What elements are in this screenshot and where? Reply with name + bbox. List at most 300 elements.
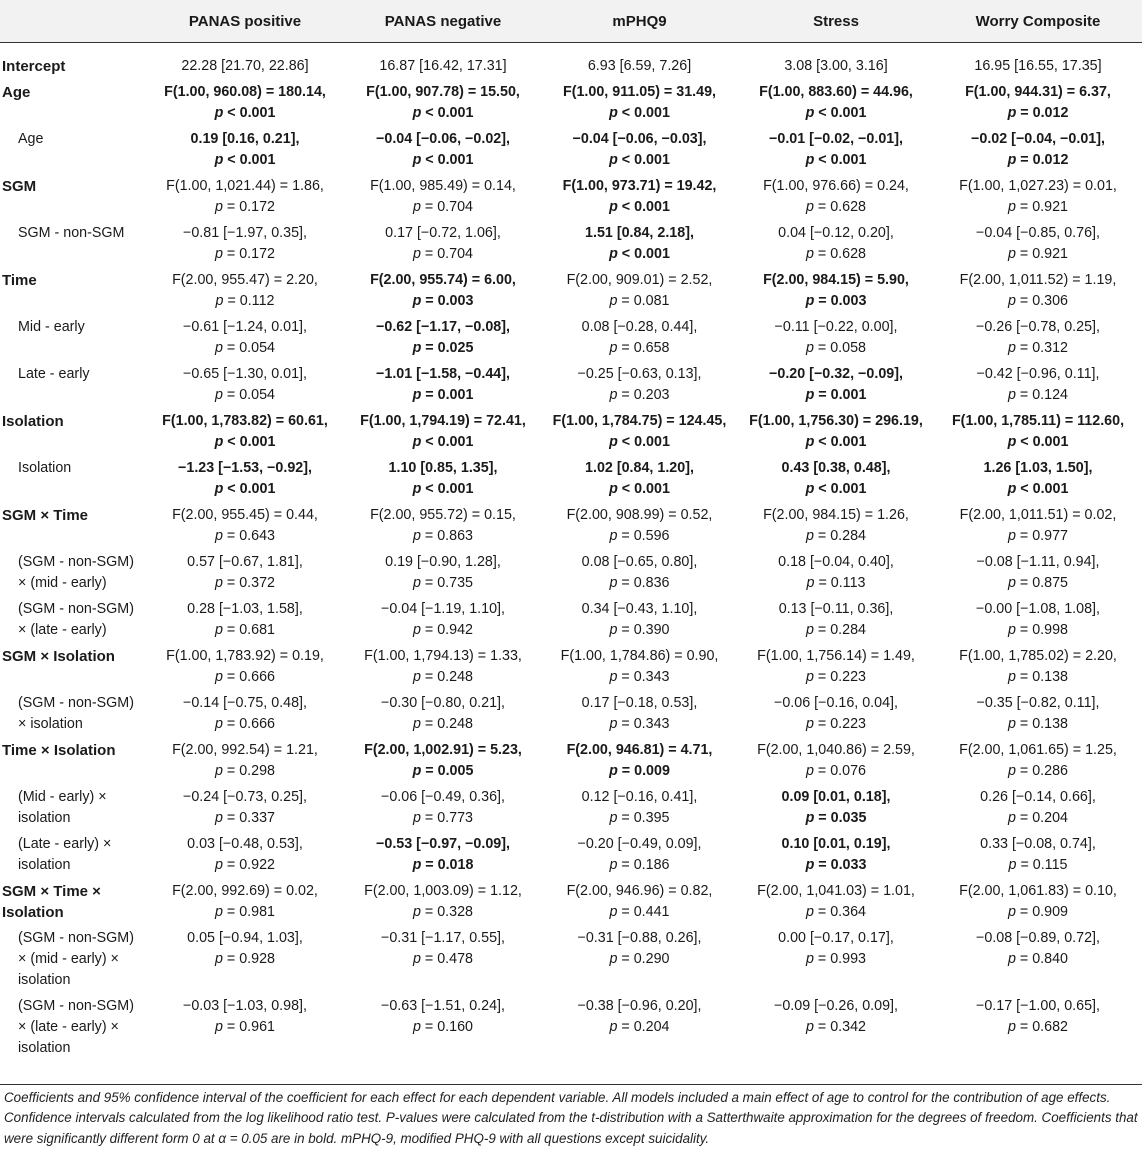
effect-label — [0, 644, 145, 691]
p-value-text: = 0.186 — [621, 857, 670, 873]
cell-value: 0.17 [−0.18, 0.53], — [581, 695, 698, 711]
table-row — [0, 879, 1142, 926]
row-label-line: SGM — [2, 178, 37, 195]
p-value — [609, 528, 669, 544]
p-symbol: p — [1007, 1019, 1016, 1035]
cell-value: −0.30 [−0.80, 0.21], — [380, 695, 505, 711]
p-symbol: p — [609, 1019, 618, 1035]
p-value-text: = 0.921 — [1019, 246, 1069, 262]
effect-label — [0, 879, 145, 926]
cell-value: −0.08 [−1.11, 0.94], — [976, 554, 1100, 570]
contrast-label — [0, 785, 145, 832]
cell-value: −0.02 [−0.04, −0.01], — [971, 131, 1105, 147]
table-cell — [934, 456, 1142, 503]
p-value — [806, 857, 867, 873]
p-symbol: p — [412, 951, 421, 967]
p-symbol: p — [805, 763, 814, 779]
p-value — [806, 387, 867, 403]
table-cell — [145, 785, 345, 832]
p-value — [1009, 857, 1068, 873]
p-value — [215, 528, 275, 544]
p-value — [609, 1019, 669, 1035]
p-value-text: < 0.001 — [425, 434, 474, 450]
p-value-text: < 0.001 — [818, 434, 867, 450]
cell-value: F(2.00, 955.72) = 0.15, — [370, 507, 516, 523]
p-value-text: = 0.113 — [818, 575, 866, 591]
row-label-line: (SGM - non-SGM) — [18, 998, 134, 1014]
table-cell — [934, 80, 1142, 127]
p-symbol: p — [214, 434, 224, 450]
row-label-line: Age — [2, 84, 31, 101]
p-value-text: < 0.001 — [227, 481, 276, 497]
table-cell — [345, 879, 541, 926]
cell-value: F(1.00, 1,783.82) = 60.61, — [162, 413, 328, 429]
p-value-text: = 0.875 — [1019, 575, 1069, 591]
table-cell — [541, 832, 738, 879]
p-value-text: = 0.172 — [226, 199, 276, 215]
p-value-text: = 0.928 — [226, 951, 276, 967]
p-symbol: p — [412, 528, 421, 544]
cell-value: −0.38 [−0.96, 0.20], — [577, 998, 702, 1014]
cell-value: 0.00 [−0.17, 0.17], — [778, 930, 894, 946]
p-value — [609, 904, 669, 920]
p-value — [215, 246, 275, 262]
p-value-text: < 0.001 — [425, 152, 474, 168]
p-symbol: p — [1007, 528, 1016, 544]
cell-value: 0.09 [0.01, 0.18], — [781, 789, 891, 805]
p-symbol: p — [412, 810, 421, 826]
p-value-text: < 0.001 — [227, 152, 276, 168]
cell-value: 0.43 [0.38, 0.48], — [781, 460, 891, 476]
cell-value: 6.93 [6.59, 7.26] — [587, 58, 692, 74]
p-value — [806, 904, 866, 920]
table-cell — [934, 994, 1142, 1062]
table-cell — [738, 738, 934, 785]
cell-value: 0.19 [0.16, 0.21], — [190, 131, 300, 147]
p-value — [1008, 105, 1069, 121]
table-cell — [145, 926, 345, 994]
p-value-text: = 0.343 — [621, 716, 670, 732]
p-value — [1008, 951, 1068, 967]
cell-value: F(1.00, 883.60) = 44.96, — [759, 84, 913, 100]
table-cell — [738, 409, 934, 456]
table-cell — [345, 315, 541, 362]
cell-value: 1.26 [1.03, 1.50], — [983, 460, 1093, 476]
p-symbol: p — [412, 246, 421, 262]
p-symbol: p — [1007, 105, 1017, 121]
p-symbol: p — [1007, 340, 1016, 356]
p-symbol: p — [609, 904, 618, 920]
table-footnote: Coefficients and 95% confidence interval of the coefficient for each effect for each dependent variable. All models included a main effect of age to control for the contribution of age effects. Confidence intervals calculated from the log likelihood ratio test. P-values were calculated from the t-distribution with a Satterthwaite approximation for the degrees of freedom. Coefficients that were significantly different form 0 at α = 0.05 are in bold. mPHQ-9, modified PHQ-9 with all questions except suicidality. — [0, 1084, 1142, 1149]
cell-value: −0.00 [−1.08, 1.08], — [975, 601, 1100, 617]
table-cell — [934, 738, 1142, 785]
effect-label — [0, 174, 145, 221]
p-symbol: p — [609, 293, 618, 309]
p-value-text: = 0.998 — [1019, 622, 1069, 638]
p-value-text: = 0.012 — [1020, 152, 1069, 168]
p-value-text: < 0.001 — [818, 152, 867, 168]
cell-value: F(1.00, 1,027.23) = 0.01, — [959, 178, 1117, 194]
table-row — [0, 597, 1142, 644]
p-value-text: = 0.203 — [621, 387, 670, 403]
cell-value: F(2.00, 1,040.86) = 2.59, — [757, 742, 915, 758]
row-label-line: SGM × Time × — [2, 883, 101, 900]
p-value-text: = 0.337 — [226, 810, 276, 826]
p-value-text: = 0.942 — [424, 622, 474, 638]
p-value — [413, 152, 474, 168]
p-symbol: p — [1007, 951, 1016, 967]
p-value — [413, 763, 474, 779]
p-value — [413, 904, 473, 920]
cell-value: F(1.00, 907.78) = 15.50, — [366, 84, 520, 100]
cell-value: −0.25 [−0.63, 0.13], — [577, 366, 702, 382]
table-cell — [145, 221, 345, 268]
table-cell — [738, 691, 934, 738]
p-symbol: p — [609, 434, 618, 450]
p-symbol: p — [214, 246, 223, 262]
p-value — [806, 951, 866, 967]
table-cell — [145, 362, 345, 409]
p-value — [413, 293, 474, 309]
table-cell — [345, 503, 541, 550]
p-symbol: p — [412, 857, 422, 873]
cell-value: 0.17 [−0.72, 1.06], — [385, 225, 501, 241]
p-value — [806, 434, 867, 450]
p-symbol: p — [1007, 246, 1016, 262]
p-symbol: p — [609, 340, 618, 356]
table-cell — [541, 644, 738, 691]
p-value — [215, 575, 275, 591]
p-symbol: p — [609, 387, 618, 403]
p-symbol: p — [1008, 857, 1017, 873]
table-cell — [738, 315, 934, 362]
table-row — [0, 550, 1142, 597]
row-label-line: (SGM - non-SGM) — [18, 695, 134, 711]
table-cell — [541, 456, 738, 503]
cell-value: F(2.00, 908.99) = 0.52, — [566, 507, 713, 523]
p-value — [609, 434, 670, 450]
cell-value: 0.57 [−0.67, 1.81], — [187, 554, 303, 570]
table-cell — [934, 550, 1142, 597]
p-value — [215, 857, 275, 873]
contrast-label — [0, 221, 145, 268]
p-symbol: p — [609, 152, 618, 168]
cell-value: 3.08 [3.00, 3.16] — [784, 58, 888, 74]
p-symbol: p — [805, 857, 815, 873]
p-value-text: = 0.682 — [1019, 1019, 1069, 1035]
p-value — [413, 1019, 473, 1035]
effect-label — [0, 503, 145, 550]
p-value — [413, 340, 474, 356]
cell-value: 0.33 [−0.08, 0.74], — [980, 836, 1096, 852]
table-cell — [738, 127, 934, 174]
p-value — [609, 763, 670, 779]
p-value-text: = 0.993 — [817, 951, 867, 967]
table-cell — [934, 221, 1142, 268]
table-cell — [738, 456, 934, 503]
p-value — [413, 669, 473, 685]
table-cell — [345, 221, 541, 268]
p-symbol: p — [214, 904, 223, 920]
p-value — [215, 434, 276, 450]
table-row — [0, 994, 1142, 1062]
p-value-text: = 0.003 — [425, 293, 474, 309]
contrast-label — [0, 315, 145, 362]
p-symbol: p — [805, 904, 814, 920]
cell-value: −0.53 [−0.97, −0.09], — [376, 836, 510, 852]
table-cell — [345, 80, 541, 127]
p-value — [1008, 810, 1068, 826]
p-symbol: p — [1007, 763, 1016, 779]
p-symbol: p — [412, 1019, 421, 1035]
cell-value: 1.51 [0.84, 2.18], — [585, 225, 694, 241]
cell-value: 16.87 [16.42, 17.31] — [379, 58, 507, 74]
row-label-line: (SGM - non-SGM) — [18, 930, 134, 946]
p-value — [413, 199, 473, 215]
column-header: Worry Composite — [934, 0, 1142, 43]
table-cell — [541, 174, 738, 221]
cell-value: F(1.00, 1,021.44) = 1.86, — [166, 178, 324, 194]
p-value-text: < 0.001 — [227, 105, 276, 121]
cell-value: −0.42 [−0.96, 0.11], — [976, 366, 1100, 382]
p-value-text: = 0.001 — [818, 387, 867, 403]
table-row — [0, 268, 1142, 315]
cell-value: F(2.00, 955.47) = 2.20, — [172, 272, 318, 288]
p-value-text: = 0.223 — [817, 669, 867, 685]
cell-value: −0.14 [−0.75, 0.48], — [182, 695, 307, 711]
table-cell — [145, 738, 345, 785]
column-header — [0, 0, 145, 43]
table-cell — [934, 362, 1142, 409]
cell-value: 0.34 [−0.43, 1.10], — [581, 601, 698, 617]
p-value — [806, 528, 866, 544]
p-symbol: p — [806, 575, 815, 591]
cell-value: F(1.00, 1,785.02) = 2.20, — [959, 648, 1117, 664]
table-cell — [145, 644, 345, 691]
table-cell — [541, 879, 738, 926]
table-cell — [145, 691, 345, 738]
cell-value: F(1.00, 1,783.92) = 0.19, — [166, 648, 324, 664]
row-label-line: × (late - early) — [18, 622, 107, 638]
cell-value: −0.61 [−1.24, 0.01], — [182, 319, 307, 335]
column-header: Stress — [738, 0, 934, 43]
p-symbol: p — [609, 622, 618, 638]
cell-value: F(1.00, 1,794.19) = 72.41, — [360, 413, 526, 429]
p-value-text: = 0.364 — [817, 904, 867, 920]
table-cell — [934, 268, 1142, 315]
cell-value: F(1.00, 944.31) = 6.37, — [965, 84, 1111, 100]
table-cell — [541, 738, 738, 785]
p-value-text: = 0.018 — [425, 857, 474, 873]
p-symbol: p — [412, 152, 422, 168]
p-value-text: = 0.643 — [226, 528, 276, 544]
p-symbol: p — [412, 669, 421, 685]
p-value-text: = 0.025 — [425, 340, 474, 356]
p-symbol: p — [214, 857, 223, 873]
table-cell — [934, 879, 1142, 926]
row-label-line: isolation — [18, 1040, 71, 1056]
row-label-line: (Mid - early) × — [18, 789, 107, 805]
p-value-text: = 0.248 — [424, 669, 474, 685]
p-symbol: p — [214, 481, 224, 497]
p-symbol: p — [609, 669, 618, 685]
p-value-text: = 0.704 — [424, 246, 474, 262]
p-value — [215, 199, 275, 215]
effect-label — [0, 80, 145, 127]
cell-value: F(2.00, 946.81) = 4.71, — [566, 742, 713, 758]
p-value-text: = 0.298 — [226, 763, 276, 779]
contrast-label — [0, 597, 145, 644]
table-row — [0, 221, 1142, 268]
p-value — [1008, 528, 1068, 544]
p-symbol: p — [805, 716, 814, 732]
table-cell — [541, 80, 738, 127]
table-row — [0, 738, 1142, 785]
row-label-line: isolation — [18, 857, 71, 873]
p-value-text: = 0.909 — [1019, 904, 1069, 920]
p-value-text: = 0.005 — [425, 763, 474, 779]
p-value — [806, 669, 866, 685]
p-symbol: p — [805, 105, 815, 121]
p-symbol: p — [214, 387, 223, 403]
p-value — [215, 340, 275, 356]
contrast-label — [0, 832, 145, 879]
p-value — [215, 904, 275, 920]
cell-value: 0.08 [−0.65, 0.80], — [581, 554, 698, 570]
p-value-text: = 0.284 — [817, 622, 867, 638]
p-symbol: p — [609, 481, 618, 497]
table-cell — [145, 174, 345, 221]
row-label-line: × (mid - early) — [18, 575, 107, 591]
p-symbol: p — [1007, 434, 1017, 450]
p-value — [413, 481, 474, 497]
cell-value: −0.04 [−0.06, −0.02], — [376, 131, 510, 147]
table-cell — [541, 994, 738, 1062]
row-label-line: Intercept — [2, 58, 66, 75]
table-row — [0, 644, 1142, 691]
p-symbol: p — [1007, 716, 1016, 732]
p-value-text: = 0.596 — [621, 528, 670, 544]
cell-value: F(2.00, 1,061.65) = 1.25, — [959, 742, 1117, 758]
cell-value: −0.04 [−1.19, 1.10], — [380, 601, 505, 617]
p-value-text: = 0.058 — [817, 340, 867, 356]
table-cell — [345, 785, 541, 832]
contrast-label — [0, 550, 145, 597]
p-symbol: p — [805, 340, 814, 356]
table-cell — [345, 362, 541, 409]
p-value — [609, 387, 669, 403]
table-cell — [345, 550, 541, 597]
contrast-label — [0, 362, 145, 409]
p-value-text: < 0.001 — [621, 105, 670, 121]
p-value — [215, 669, 275, 685]
table-row — [0, 174, 1142, 221]
cell-value: F(2.00, 1,041.03) = 1.01, — [757, 883, 915, 899]
p-symbol: p — [609, 951, 618, 967]
table-cell — [345, 597, 541, 644]
cell-value: −0.63 [−1.51, 0.24], — [380, 998, 505, 1014]
p-value — [215, 481, 276, 497]
table-cell — [541, 315, 738, 362]
p-value — [609, 857, 669, 873]
table-cell — [541, 926, 738, 994]
p-value-text: = 0.076 — [817, 763, 867, 779]
table-cell — [934, 926, 1142, 994]
table-cell — [738, 362, 934, 409]
p-symbol: p — [609, 528, 618, 544]
p-value — [609, 716, 669, 732]
cell-value: −0.20 [−0.32, −0.09], — [769, 366, 903, 382]
cell-value: F(1.00, 1,784.86) = 0.90, — [560, 648, 719, 664]
cell-value: −0.20 [−0.49, 0.09], — [577, 836, 702, 852]
p-symbol: p — [1007, 810, 1016, 826]
p-value — [806, 716, 866, 732]
p-value — [806, 199, 866, 215]
table-cell — [738, 926, 934, 994]
p-symbol: p — [412, 434, 422, 450]
p-value — [1008, 152, 1069, 168]
p-value — [413, 528, 473, 544]
table-cell — [738, 80, 934, 127]
cell-value: 1.10 [0.85, 1.35], — [388, 460, 498, 476]
table-cell — [934, 43, 1142, 81]
p-symbol: p — [805, 387, 815, 403]
row-label-line: (SGM - non-SGM) — [18, 554, 134, 570]
cell-value: F(2.00, 955.74) = 6.00, — [370, 272, 516, 288]
p-value — [413, 387, 474, 403]
p-value — [1008, 340, 1068, 356]
cell-value: −1.23 [−1.53, −0.92], — [178, 460, 312, 476]
p-value-text: = 0.773 — [424, 810, 474, 826]
table-cell — [541, 221, 738, 268]
p-value — [609, 481, 670, 497]
p-value-text: = 0.836 — [621, 575, 670, 591]
cell-value: F(2.00, 984.15) = 1.26, — [763, 507, 909, 523]
p-value-text: < 0.001 — [621, 199, 670, 215]
effect-label — [0, 43, 145, 81]
p-symbol: p — [805, 951, 814, 967]
p-symbol: p — [1007, 575, 1016, 591]
cell-value: F(2.00, 946.96) = 0.82, — [566, 883, 713, 899]
cell-value: F(1.00, 973.71) = 19.42, — [562, 178, 717, 194]
p-value-text: = 0.981 — [226, 904, 276, 920]
table-cell — [934, 832, 1142, 879]
contrast-label — [0, 691, 145, 738]
table-cell — [738, 644, 934, 691]
p-symbol: p — [214, 340, 223, 356]
cell-value: F(1.00, 960.08) = 180.14, — [164, 84, 326, 100]
p-value-text: = 0.328 — [424, 904, 474, 920]
p-symbol: p — [412, 904, 421, 920]
contrast-label — [0, 994, 145, 1062]
p-symbol: p — [412, 105, 422, 121]
p-value-text: = 0.840 — [1019, 951, 1069, 967]
p-symbol: p — [412, 293, 422, 309]
p-symbol: p — [214, 199, 223, 215]
table-row — [0, 127, 1142, 174]
cell-value: 0.18 [−0.04, 0.40], — [778, 554, 894, 570]
table-cell — [345, 409, 541, 456]
cell-value: F(1.00, 1,794.13) = 1.33, — [364, 648, 522, 664]
p-value — [609, 575, 669, 591]
p-value — [413, 575, 473, 591]
p-symbol: p — [214, 669, 223, 685]
table-cell — [145, 550, 345, 597]
p-value-text: < 0.001 — [425, 105, 474, 121]
table-cell — [934, 127, 1142, 174]
p-value — [216, 293, 275, 309]
table-cell — [541, 268, 738, 315]
